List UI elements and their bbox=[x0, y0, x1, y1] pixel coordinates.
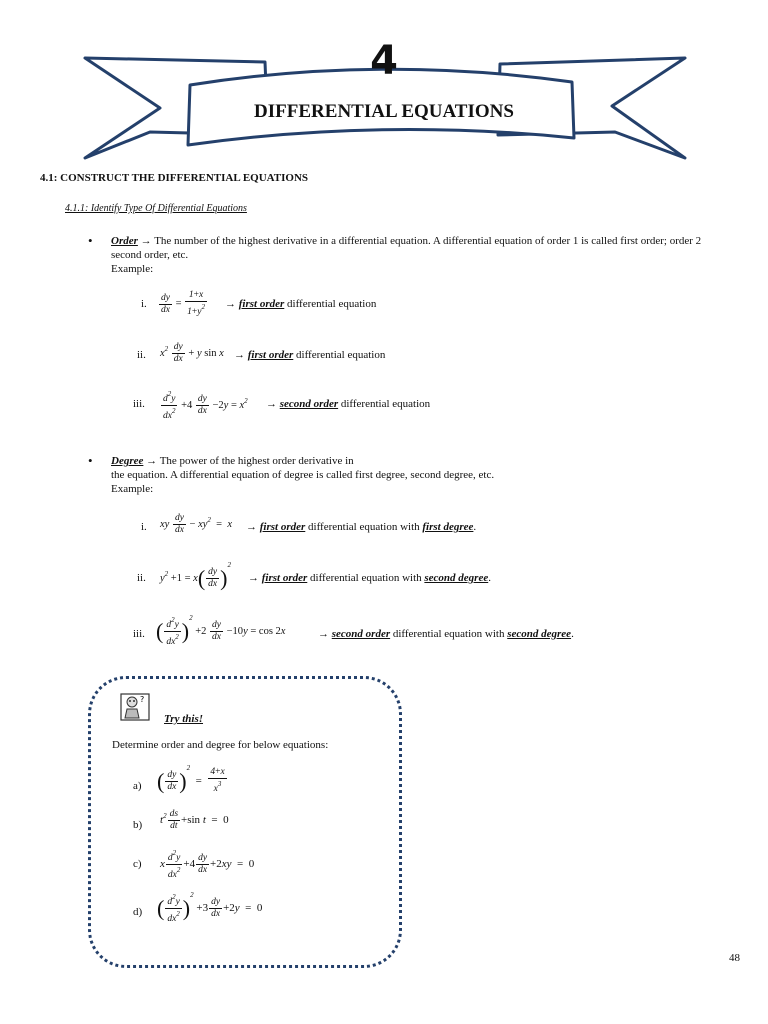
section-heading: 4.1: CONSTRUCT THE DIFFERENTIAL EQUATIONS bbox=[40, 172, 309, 184]
order-definition-cont: second order, etc. bbox=[111, 249, 189, 261]
result-keyword: first order bbox=[238, 298, 285, 310]
chapter-title: DIFFERENTIAL EQUATIONS bbox=[254, 101, 514, 122]
exercise-label: b) bbox=[133, 819, 143, 831]
example-number: ii. bbox=[137, 572, 146, 584]
arrow-icon: → bbox=[318, 628, 329, 640]
order-example-desc bbox=[225, 298, 376, 310]
example-number: iii. bbox=[133, 628, 145, 640]
equation-degree-i: xy $\frac{dy}{dx}$ − $xy^2 = x$ bbox=[160, 513, 233, 535]
degree-example-desc: → first order differential equation with first degree. bbox=[246, 521, 477, 533]
result-suffix: differential equation bbox=[287, 298, 377, 310]
result-suffix: differential equation bbox=[340, 398, 431, 410]
result-keyword: second order bbox=[279, 398, 339, 410]
exercise-equation-a: ( $\frac{dy}{dx}$ )$^2$ = $\frac{4+x}{x^3}$ bbox=[157, 764, 225, 795]
degree-definition-cont: the equation. A differential equation of degree is called first degree, second degree, etc. bbox=[111, 469, 495, 481]
order-keyword: first order bbox=[261, 572, 308, 584]
degree-keyword: second degree bbox=[424, 572, 489, 584]
example-number: i. bbox=[141, 521, 147, 533]
arrow-icon: → bbox=[266, 398, 277, 410]
degree-definition-text: The power of the highest order derivative in bbox=[159, 455, 354, 467]
exercise-equation-b: $t^2$ $\frac{ds}{dt}$ +sin t = 0 bbox=[160, 809, 229, 831]
exercise-label: a) bbox=[133, 780, 142, 792]
degree-definition bbox=[111, 454, 751, 496]
order-definition-text: The number of the highest derivative in a differential equation. A differential equation of order 1 is called first order; order 2 bbox=[154, 235, 702, 247]
example-number: iii. bbox=[133, 398, 145, 410]
order-term: Order bbox=[111, 235, 138, 247]
arrow-icon: → bbox=[248, 572, 259, 584]
order-definition bbox=[111, 234, 751, 276]
equation-order-iii: $\frac{d^2y}{dx^2}$ +4 $\frac{dy}{dx}$ $-2y = x^2$ bbox=[163, 390, 248, 421]
degree-keyword: first degree bbox=[422, 521, 474, 533]
chapter-banner bbox=[0, 0, 768, 170]
exercise-label: d) bbox=[133, 906, 143, 918]
equation-degree-iii: ( $\frac{d^2y}{dx^2}$ )$^2$ +2 $\frac{dy}{dx}$ −10y = cos 2x bbox=[156, 614, 286, 648]
order-keyword: first order bbox=[259, 521, 306, 533]
equation-order-i: $\frac{dy}{dx}$ = $\frac{1+x}{1+y^2}$ bbox=[161, 290, 205, 317]
equation-degree-ii: $y^2 +1 = x$( $\frac{dy}{dx}$ )$^2$ bbox=[160, 561, 231, 591]
degree-keyword: second degree bbox=[507, 628, 572, 640]
degree-term: Degree bbox=[111, 455, 144, 467]
subsection-heading: 4.1.1: Identify Type Of Differential Equations bbox=[65, 203, 247, 214]
order-example-label: Example: bbox=[111, 263, 154, 275]
order-example-desc bbox=[266, 398, 430, 410]
arrow-icon: → bbox=[225, 298, 236, 310]
exercise-equation-c: x $\frac{d^2y}{dx^2}$ +4 $\frac{dy}{dx}$ +2xy = 0 bbox=[160, 849, 255, 880]
try-this-instruction: Determine order and degree for below equations: bbox=[112, 739, 329, 751]
example-number: i. bbox=[141, 298, 147, 310]
desc-mid: differential equation with bbox=[310, 572, 422, 584]
try-this-title bbox=[164, 713, 203, 725]
svg-text:?: ? bbox=[140, 695, 145, 704]
degree-example-desc: → first order differential equation with second degree. bbox=[248, 572, 491, 584]
try-this-label: Try this! bbox=[164, 713, 204, 725]
arrow-icon: → bbox=[140, 235, 152, 247]
page-number: 48 bbox=[729, 952, 740, 964]
degree-example-label: Example: bbox=[111, 483, 154, 495]
equation-order-ii: $x^2$ $\frac{dy}{dx}$ + y sin x bbox=[160, 342, 224, 364]
order-example-desc bbox=[234, 349, 385, 361]
bullet-icon: • bbox=[88, 453, 93, 468]
exercise-label: c) bbox=[133, 858, 142, 870]
desc-mid: differential equation with bbox=[392, 628, 505, 640]
order-keyword: second order bbox=[331, 628, 391, 640]
result-suffix: differential equation bbox=[296, 349, 386, 361]
arrow-icon: → bbox=[246, 521, 257, 533]
arrow-icon: → bbox=[146, 455, 158, 467]
arrow-icon: → bbox=[234, 349, 245, 361]
chapter-number: 4 bbox=[370, 38, 398, 84]
bullet-icon: • bbox=[88, 233, 93, 248]
thinking-figure-icon bbox=[120, 693, 150, 721]
example-number: ii. bbox=[137, 349, 146, 361]
desc-mid: differential equation with bbox=[308, 521, 420, 533]
result-keyword: first order bbox=[247, 349, 294, 361]
degree-example-desc: → second order differential equation with second degree. bbox=[318, 628, 574, 640]
exercise-equation-d: ( $\frac{d^2y}{dx^2}$ )$^2$ +3 $\frac{dy}{dx}$ +2y = 0 bbox=[157, 891, 263, 924]
